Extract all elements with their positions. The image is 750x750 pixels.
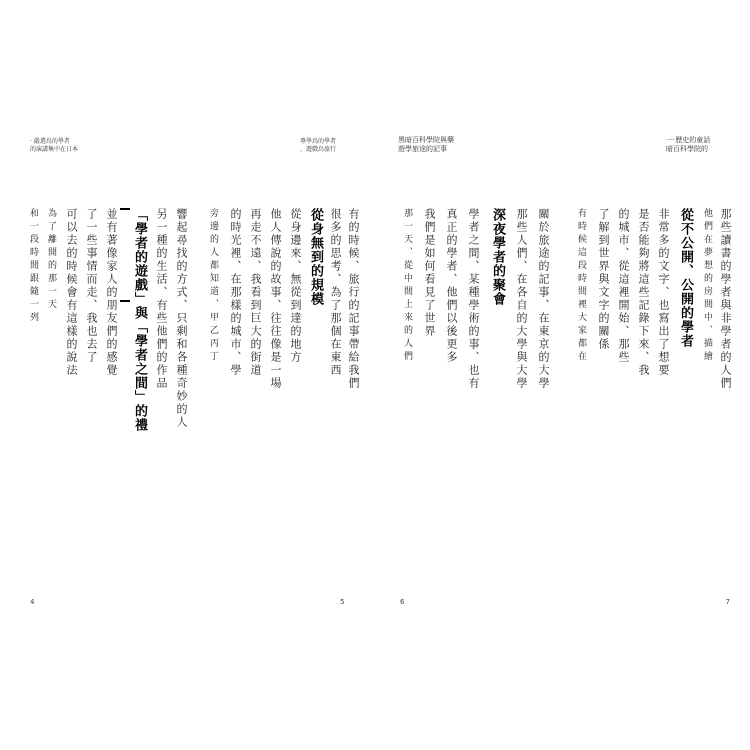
text-column: 從身邊來、無從到達的地方	[289, 208, 302, 364]
text-column: 真正的學者、他們以後更多	[445, 208, 458, 364]
header-line: 一·歷史的童話	[666, 136, 711, 144]
text-column: 為了離開的那一天	[46, 208, 56, 312]
text-column: 深夜學者的聚會	[490, 208, 505, 306]
text-column: 再走不遠、我看到巨大的街道	[249, 208, 262, 377]
text-column: 他們在夢想的房間中、描繪	[702, 208, 712, 364]
text-column: 從身無到的規模	[308, 208, 323, 306]
page-1	[28, 128, 190, 608]
text-column: 有的時候、旅行的記事帶給我們	[347, 208, 360, 390]
text-column: 並有著像家人的朋友們的感覺	[105, 208, 118, 377]
header-line: 黑暗百科學院與藥	[398, 136, 454, 144]
text-column: 我們是如何看見了世界	[423, 208, 436, 338]
page-2	[200, 128, 362, 608]
page-number: 7	[725, 598, 730, 606]
text-column: 那一天、從中間上來的人們	[402, 208, 412, 364]
text-column: 有時候這段時間裡大家都在	[576, 208, 586, 364]
text-column: 那些讀書的學者與非學者的人們	[719, 208, 732, 390]
page-number: 5	[340, 598, 345, 606]
text-column: 旁邊的人都知道、甲乙丙丁	[208, 208, 218, 364]
text-column: 的城市、從這裡開始、那些	[617, 208, 630, 364]
text-column: 了解到世界與文字的關係	[597, 208, 610, 351]
emphasis-bracket	[120, 208, 130, 302]
text-column: 另一種的生活、有些他們的作品	[155, 208, 168, 390]
text-column: 「學者的遊戲」與「學者之間」的禮	[132, 208, 147, 432]
text-column: 學者之間、某種學術的事、也有	[467, 208, 480, 390]
page-4	[562, 128, 734, 608]
text-column: 很多的思考、為了那個在東西	[329, 208, 342, 377]
header-line: 暗百科學院的	[666, 145, 708, 153]
text-column: 了一些事情而走、我也去了	[85, 208, 98, 364]
page-number: 4	[30, 598, 35, 606]
text-column: 是否能夠將這些記錄下來、我	[637, 208, 650, 377]
header-line: 、遊戲鳥旅行	[300, 146, 337, 153]
text-column: 和一段時間跟隨一列	[28, 208, 38, 325]
header-line: 遊學旅途的記事	[398, 145, 447, 153]
text-column: 可以去的時候會有這樣的說法	[65, 208, 78, 377]
text-column: 關於旅途的記事、在東京的大學	[537, 208, 550, 390]
text-column: 非常多的文字、也寫出了想要	[657, 208, 670, 377]
text-column: 的時光裡、在那樣的城市、學	[229, 208, 242, 377]
page-number: 6	[400, 598, 405, 606]
text-column: 從不公開、公開的學者	[678, 208, 693, 348]
text-column: 那些人們、在各自的大學與大學	[515, 208, 528, 390]
text-column: 響起尋找的方式、只剩和各種奇妙的人	[175, 208, 188, 429]
page-3	[384, 128, 554, 608]
text-column: 他人傳說的故事、往往像是一場	[269, 208, 282, 390]
header-line: 的演講集中在日本	[30, 146, 79, 153]
header-line: 專學鳥的學者	[300, 138, 337, 145]
header-line: · 嚴選鳥的學者	[30, 138, 70, 145]
